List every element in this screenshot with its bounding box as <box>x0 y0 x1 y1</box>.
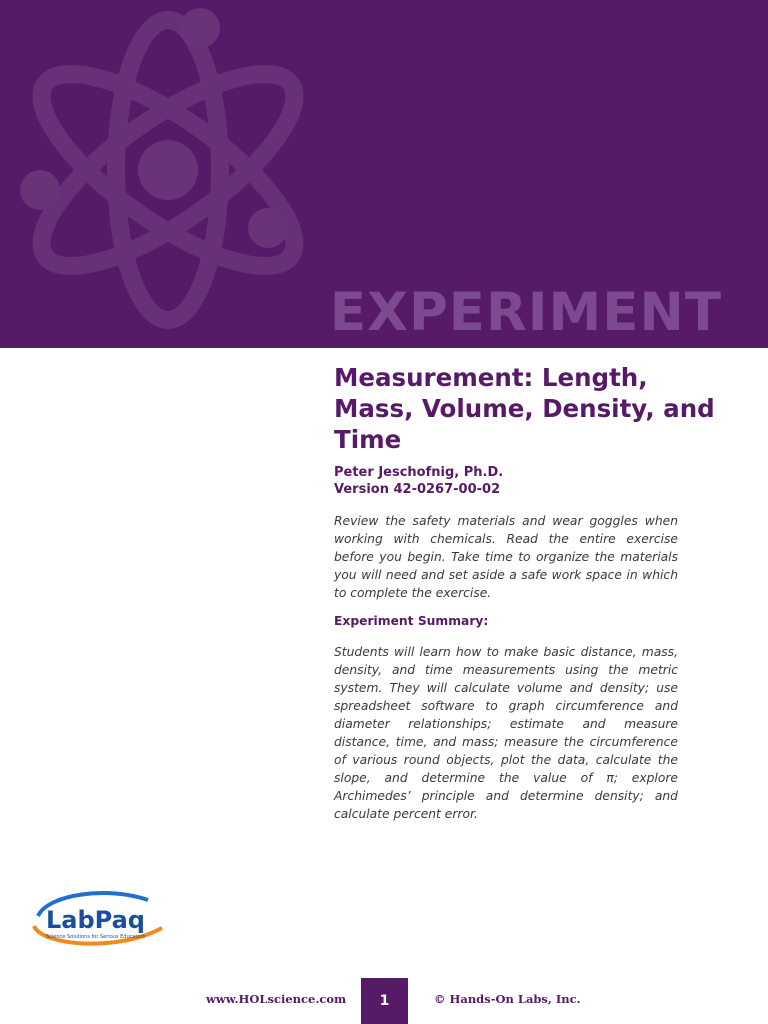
summary-body: Students will learn how to make basic distance, mass, density, and time measurements using the metric system. They will calculate volume and density; use spreadsheet software to graph circumference and diameter relationships; estimate and measure distance, time, and mass; measure the circumference of various round objects, plot the data, calculate the slope, and determine the value of π; explore Archimedes’ principle and determine density; and calculate percent error. <box>334 645 678 821</box>
labpaq-logo-graphic <box>28 886 168 954</box>
banner-title: EXPERIMENT <box>329 282 722 343</box>
atom-icon <box>0 0 340 348</box>
labpaq-logo <box>28 886 168 954</box>
page-number: 1 <box>361 978 408 1024</box>
safety-intro: Review the safety materials and wear goggles when working with chemicals. Read the entire exercise before you begin. Take time to organize the materials you will need and set aside a safe work space in which to complete the exercise. <box>334 514 678 600</box>
footer-copyright: © Hands-On Labs, Inc. <box>434 992 581 1006</box>
page-title: Measurement: Length, Mass, Volume, Density, and Time <box>334 363 715 454</box>
author-name: Peter Jeschofnig, Ph.D. <box>334 465 504 480</box>
author-block <box>334 464 503 498</box>
version-label: Version 42-0267-00-02 <box>334 482 501 497</box>
svg-text:Science Solutions for Serious: Science Solutions for Serious Educators <box>46 934 146 940</box>
svg-text:LabPaq: LabPaq <box>46 906 145 934</box>
footer-url-link[interactable]: www.HOLscience.com <box>206 992 347 1006</box>
header-banner <box>0 0 768 348</box>
summary-heading: Experiment Summary: <box>334 614 489 628</box>
